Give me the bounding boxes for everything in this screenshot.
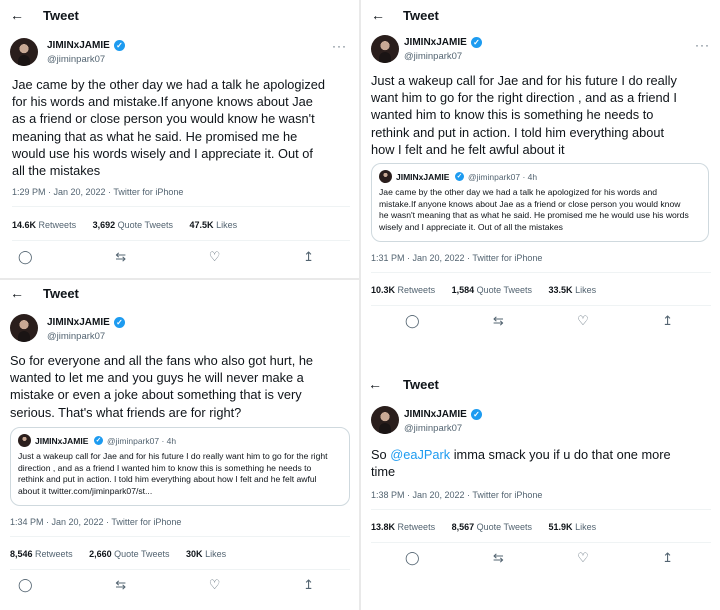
retweet-icon[interactable]: ⇆ bbox=[115, 577, 127, 592]
retweets-count: 14.6K bbox=[12, 220, 37, 230]
header-title: Tweet bbox=[403, 377, 439, 392]
tweet-timestamp[interactable]: 1:31 PM · Jan 20, 2022 · Twitter for iPhone bbox=[371, 253, 543, 263]
tweet-panel-3 bbox=[0, 280, 359, 610]
action-bar bbox=[18, 577, 314, 593]
tweet-line: Jae came by the other day we had a talk he apologized bbox=[12, 77, 326, 92]
quoted-tweet[interactable] bbox=[10, 427, 350, 506]
like-icon[interactable]: ♡ bbox=[577, 550, 589, 565]
divider bbox=[12, 240, 350, 241]
quoted-line: Just a wakeup call for Jae and for his future I do really want him to go for the right bbox=[18, 451, 328, 461]
tweet-stats bbox=[371, 522, 610, 532]
likes-stat[interactable] bbox=[549, 285, 597, 295]
share-icon[interactable]: ↥ bbox=[303, 577, 314, 592]
tweet-panel-1 bbox=[0, 0, 359, 278]
like-icon[interactable]: ♡ bbox=[208, 249, 221, 264]
tweet-line: want him to go for the right direction , and as a friend I bbox=[371, 90, 677, 106]
quoted-handle-time: @jiminpark07 · 4h bbox=[107, 436, 177, 446]
divider bbox=[371, 305, 711, 306]
quotes-stat[interactable] bbox=[93, 220, 173, 230]
divider bbox=[10, 569, 350, 570]
retweets-count: 13.8K bbox=[371, 522, 396, 532]
divider bbox=[10, 536, 350, 537]
tweet-line: rethink and put in action. I told him everything about bbox=[371, 124, 665, 140]
verified-badge-icon: ✓ bbox=[114, 317, 125, 328]
retweets-label: Retweets bbox=[397, 522, 436, 532]
tweet-line: all the mistakes bbox=[12, 163, 101, 179]
like-icon[interactable]: ♡ bbox=[208, 577, 221, 592]
tweet-line: for his words and mistake.If anyone knows about Jae bbox=[12, 94, 313, 110]
tweet-line: wanted to let me and you guys he will never make a bbox=[10, 370, 304, 386]
quoted-tweet[interactable] bbox=[371, 163, 709, 242]
reply-icon[interactable]: ◯ bbox=[18, 249, 33, 264]
display-name[interactable]: JIMINxJAMIE bbox=[47, 317, 110, 328]
likes-stat[interactable] bbox=[549, 522, 597, 532]
verified-badge-icon: ✓ bbox=[456, 173, 463, 180]
handle[interactable]: @jiminpark07 bbox=[404, 423, 463, 434]
mention-link[interactable]: @eaJPark bbox=[390, 447, 451, 462]
avatar[interactable] bbox=[371, 35, 399, 63]
avatar[interactable] bbox=[10, 38, 38, 66]
tweet-panel-4 bbox=[361, 366, 720, 610]
quotes-count: 8,567 bbox=[451, 522, 475, 532]
retweets-label: Retweets bbox=[397, 285, 436, 295]
quoted-line: wisely and I appreciate it. Out of all the mistakes bbox=[379, 221, 563, 232]
retweets-count: 10.3K bbox=[371, 285, 396, 295]
tweet-line bbox=[371, 446, 716, 463]
quoted-line: about it twitter.com/jiminpark07/st... bbox=[18, 485, 153, 496]
quotes-label: Quote Tweets bbox=[476, 522, 533, 532]
display-name[interactable]: JIMINxJAMIE bbox=[404, 409, 467, 420]
tweet-line: meaning that as what he said. He promised me he bbox=[12, 128, 298, 144]
likes-label: Likes bbox=[575, 285, 597, 295]
retweets-stat[interactable] bbox=[12, 220, 76, 230]
header-title: Tweet bbox=[43, 286, 79, 301]
quoted-line: rethink and put in action. I told him everything about how I felt and he felt awful bbox=[18, 474, 317, 485]
tweet-panel-2 bbox=[361, 0, 720, 342]
tweet-text bbox=[12, 76, 352, 179]
display-name[interactable]: JIMINxJAMIE bbox=[47, 40, 110, 51]
quotes-label: Quote Tweets bbox=[476, 285, 533, 295]
panel-spacer bbox=[361, 342, 720, 366]
action-bar bbox=[18, 249, 314, 265]
divider bbox=[371, 542, 711, 543]
likes-count: 30K bbox=[186, 549, 203, 559]
quoted-line: mistake.If anyone knows about Jae as a friend or close person you would know bbox=[379, 198, 681, 209]
divider bbox=[371, 272, 711, 273]
quotes-count: 3,692 bbox=[92, 220, 116, 230]
quotes-count: 2,660 bbox=[89, 549, 112, 559]
more-icon[interactable]: ··· bbox=[332, 39, 347, 53]
quoted-text bbox=[379, 187, 707, 233]
quoted-handle-time: @jiminpark07 · 4h bbox=[468, 172, 538, 182]
quotes-stat[interactable] bbox=[452, 522, 532, 532]
share-icon[interactable]: ↥ bbox=[662, 313, 673, 328]
quotes-stat[interactable] bbox=[89, 549, 169, 559]
tweet-timestamp[interactable]: 1:38 PM · Jan 20, 2022 · Twitter for iPhone bbox=[371, 490, 543, 500]
reply-icon[interactable]: ◯ bbox=[405, 550, 420, 565]
retweets-stat[interactable] bbox=[371, 522, 435, 532]
likes-count: 47.5K bbox=[189, 220, 214, 230]
tweet-text bbox=[371, 446, 716, 480]
quotes-label: Quote Tweets bbox=[117, 220, 174, 230]
tweet-text-rest: imma smack you if u do that one more bbox=[450, 447, 671, 462]
likes-label: Likes bbox=[216, 220, 238, 230]
back-arrow-icon[interactable]: ← bbox=[371, 7, 385, 23]
header-title: Tweet bbox=[403, 8, 439, 23]
action-bar bbox=[405, 313, 673, 329]
tweet-line: Just a wakeup call for Jae and for his future I do really bbox=[371, 73, 677, 88]
likes-stat[interactable] bbox=[186, 549, 226, 559]
likes-stat[interactable] bbox=[190, 220, 238, 230]
quoted-line: direction , and as a friend I wanted him to know this is something he needs to bbox=[18, 462, 312, 473]
verified-badge-icon: ✓ bbox=[471, 37, 482, 48]
share-icon[interactable]: ↥ bbox=[303, 249, 314, 264]
tweet-stats bbox=[10, 549, 240, 559]
retweet-icon[interactable]: ⇆ bbox=[492, 313, 504, 328]
more-icon[interactable]: ··· bbox=[695, 38, 710, 52]
share-icon[interactable]: ↥ bbox=[662, 550, 673, 565]
avatar[interactable] bbox=[371, 406, 399, 434]
back-arrow-icon[interactable]: ← bbox=[10, 285, 24, 301]
tweet-timestamp[interactable]: 1:34 PM · Jan 20, 2022 · Twitter for iPhone bbox=[10, 517, 182, 527]
quoted-text bbox=[18, 451, 348, 497]
tweet-line: how I felt and he felt awful about it bbox=[371, 141, 565, 157]
retweets-label: Retweets bbox=[35, 549, 73, 559]
quoted-line: he wasn't meaning that as what he said. He promised me he would use his words bbox=[379, 210, 689, 221]
handle[interactable]: @jiminpark07 bbox=[47, 54, 106, 65]
tweet-line: mistake or even a joke about something that is very bbox=[10, 387, 302, 403]
quoted-line: Jae came by the other day we had a talk he apologized for his words and bbox=[379, 187, 658, 197]
header-title: Tweet bbox=[43, 8, 79, 23]
tweet-line: would use his words wisely and I appreciate it. Out of bbox=[12, 145, 313, 161]
tweet-line: So for everyone and all the fans who also got hurt, he bbox=[10, 353, 314, 368]
handle[interactable]: @jiminpark07 bbox=[47, 331, 106, 342]
tweet-text-prefix: So bbox=[371, 447, 391, 462]
retweets-stat[interactable] bbox=[371, 285, 435, 295]
like-icon[interactable]: ♡ bbox=[577, 313, 589, 328]
likes-count: 51.9K bbox=[548, 522, 573, 532]
quoted-display-name: JIMINxJAMIE bbox=[35, 436, 89, 446]
quotes-label: Quote Tweets bbox=[114, 549, 170, 559]
tweet-line: as a friend or close person you would know he wasn't bbox=[12, 111, 315, 127]
divider bbox=[371, 509, 711, 510]
retweets-stat[interactable] bbox=[10, 549, 73, 559]
back-arrow-icon[interactable]: ← bbox=[368, 376, 382, 392]
action-bar bbox=[405, 550, 673, 566]
tweet-line: serious. That's what friends are for right? bbox=[10, 404, 242, 420]
reply-icon[interactable]: ◯ bbox=[405, 313, 420, 328]
reply-icon[interactable]: ◯ bbox=[18, 577, 33, 592]
display-name[interactable]: JIMINxJAMIE bbox=[404, 37, 467, 48]
avatar bbox=[379, 170, 392, 183]
likes-label: Likes bbox=[205, 549, 227, 559]
quotes-count: 1,584 bbox=[451, 285, 475, 295]
tweet-line: time bbox=[371, 464, 396, 480]
handle[interactable]: @jiminpark07 bbox=[404, 51, 463, 62]
divider bbox=[12, 206, 350, 207]
verified-badge-icon: ✓ bbox=[471, 409, 482, 420]
retweet-icon[interactable]: ⇆ bbox=[492, 550, 504, 565]
tweet-line: wanted him to know this is something he needs to bbox=[371, 107, 654, 123]
quoted-display-name: JIMINxJAMIE bbox=[396, 172, 450, 182]
back-arrow-icon[interactable]: ← bbox=[10, 7, 24, 23]
avatar[interactable] bbox=[10, 314, 38, 342]
tweet-text bbox=[10, 352, 355, 421]
retweets-label: Retweets bbox=[38, 220, 77, 230]
verified-badge-icon: ✓ bbox=[114, 40, 125, 51]
avatar bbox=[18, 434, 31, 447]
quotes-stat[interactable] bbox=[452, 285, 532, 295]
likes-count: 33.5K bbox=[548, 285, 573, 295]
tweet-stats bbox=[371, 285, 610, 295]
tweet-timestamp[interactable]: 1:29 PM · Jan 20, 2022 · Twitter for iPhone bbox=[12, 187, 184, 197]
verified-badge-icon: ✓ bbox=[95, 437, 102, 444]
retweet-icon[interactable]: ⇆ bbox=[115, 249, 127, 264]
tweet-stats bbox=[12, 220, 251, 230]
retweets-count: 8,546 bbox=[10, 549, 33, 559]
likes-label: Likes bbox=[575, 522, 597, 532]
tweet-text bbox=[371, 72, 716, 158]
